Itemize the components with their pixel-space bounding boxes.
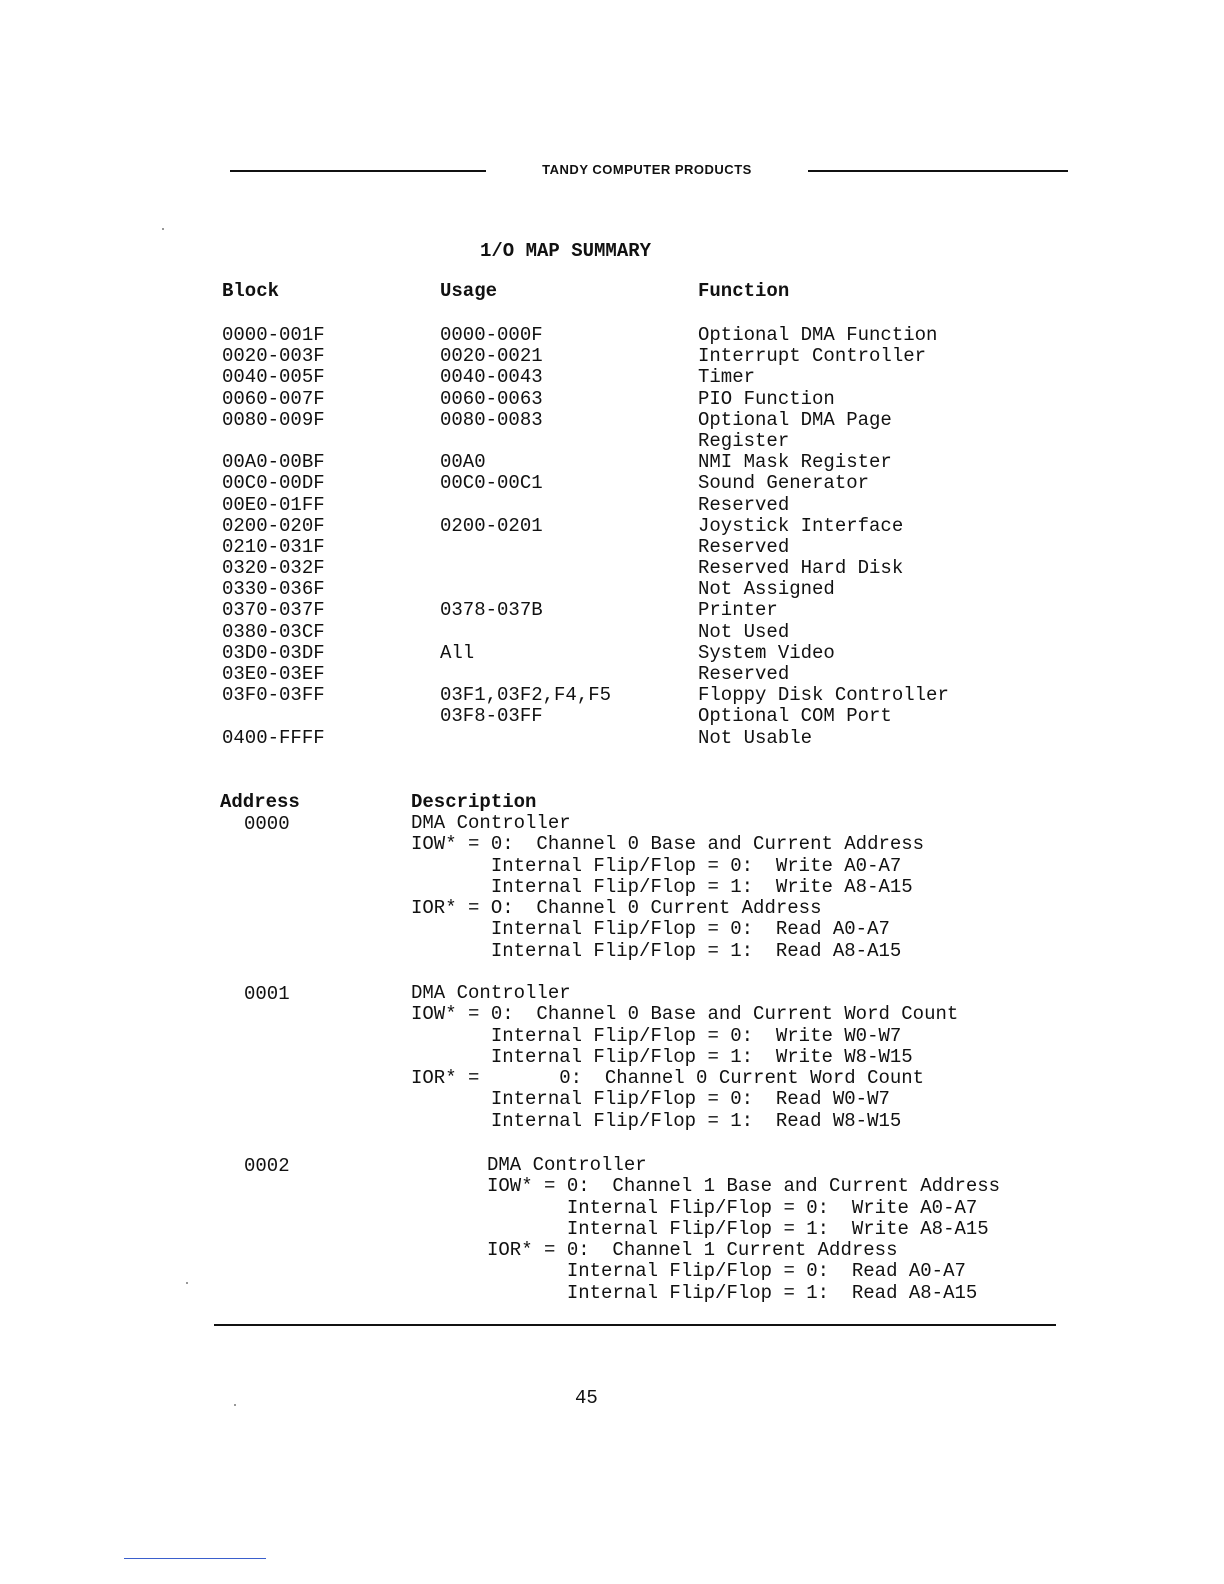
description-line: Internal Flip/Flop = 0: Write A0-A7	[411, 854, 902, 877]
cell-block: 0080-009F	[222, 408, 325, 431]
cell-function: Optional DMA Page	[698, 408, 892, 431]
cell-function: Register	[698, 429, 790, 452]
description-line: Internal Flip/Flop = 1: Write W8-W15	[411, 1045, 913, 1068]
cell-function: Reserved Hard Disk	[698, 557, 904, 580]
column-header-address: Address	[220, 791, 300, 813]
cell-block: 03D0-03DF	[222, 641, 325, 664]
description-line: DMA Controller	[487, 1154, 647, 1176]
description-line: IOR* = O: Channel 0 Current Address	[411, 897, 822, 920]
page-title: 1/O MAP SUMMARY	[480, 240, 652, 262]
description-line: Internal Flip/Flop = 0: Read A0-A7	[487, 1260, 966, 1283]
cell-block: 00A0-00BF	[222, 451, 325, 474]
header-brand: TANDY COMPUTER PRODUCTS	[542, 162, 752, 177]
description-line: IOW* = 0: Channel 0 Base and Current Address	[411, 833, 925, 856]
cell-function: Interrupt Controller	[698, 345, 927, 368]
column-header-block: Block	[222, 280, 280, 302]
cell-usage: 03F8-03FF	[440, 705, 543, 728]
table-row	[0, 558, 1224, 579]
cell-block: 0320-032F	[222, 557, 325, 580]
description-line: IOW* = 0: Channel 1 Base and Current Address	[487, 1175, 1001, 1198]
cell-function: Timer	[698, 366, 756, 389]
header-rule-right	[808, 170, 1068, 172]
cell-usage: 0020-0021	[440, 345, 543, 368]
cell-function: Not Assigned	[698, 578, 835, 601]
cell-block: 0370-037F	[222, 599, 325, 622]
description-line: Internal Flip/Flop = 1: Write A8-A15	[411, 875, 913, 898]
page-header	[230, 160, 1068, 180]
column-header-description: Description	[411, 791, 537, 813]
description-line: IOW* = 0: Channel 0 Base and Current Word Count	[411, 1003, 959, 1026]
cell-usage: 00A0	[440, 451, 486, 474]
cell-block: 0330-036F	[222, 578, 325, 601]
bottom-underline	[124, 1558, 266, 1559]
address-label: 0000	[244, 813, 290, 835]
cell-function: Reserved	[698, 663, 790, 685]
page-number: 45	[575, 1387, 598, 1409]
table-row	[0, 600, 1224, 621]
cell-function: Joystick Interface	[698, 514, 904, 537]
address-label: 0002	[244, 1155, 290, 1177]
cell-block: 00E0-01FF	[222, 493, 325, 516]
description-line: Internal Flip/Flop = 0: Write W0-W7	[411, 1024, 902, 1047]
address-label: 0001	[244, 983, 290, 1005]
column-header-function: Function	[698, 280, 790, 302]
scan-speck	[162, 228, 164, 230]
table-row	[0, 410, 1224, 431]
cell-block: 0210-031F	[222, 535, 325, 558]
scan-speck	[234, 1404, 236, 1406]
column-header-usage: Usage	[440, 280, 498, 302]
cell-function: System Video	[698, 641, 835, 664]
cell-block: 0200-020F	[222, 514, 325, 537]
cell-usage: 0040-0043	[440, 366, 543, 389]
description-line: DMA Controller	[411, 982, 571, 1004]
description-line: Internal Flip/Flop = 1: Read A8-A15	[411, 939, 902, 962]
footer-rule	[214, 1324, 1056, 1326]
table-row	[0, 346, 1224, 367]
cell-usage: 03F1,03F2,F4,F5	[440, 684, 612, 707]
table-row	[0, 389, 1224, 410]
cell-function: Sound Generator	[698, 472, 870, 495]
table-row	[0, 537, 1224, 558]
scan-speck	[186, 1282, 188, 1284]
description-block	[487, 1155, 1000, 1304]
cell-function: Reserved	[698, 493, 790, 516]
table-row	[0, 495, 1224, 516]
description-line: Internal Flip/Flop = 0: Read A0-A7	[411, 918, 890, 941]
cell-block: 03E0-03EF	[222, 663, 325, 685]
cell-block: 03F0-03FF	[222, 684, 325, 707]
description-line: Internal Flip/Flop = 1: Write A8-A15	[487, 1217, 989, 1240]
cell-block: 00C0-00DF	[222, 472, 325, 495]
cell-block: 0020-003F	[222, 345, 325, 368]
cell-function: Printer	[698, 599, 778, 622]
table-row	[0, 452, 1224, 473]
cell-block: 0380-03CF	[222, 620, 325, 643]
cell-block: 0040-005F	[222, 366, 325, 389]
cell-function: Reserved	[698, 535, 790, 558]
description-line: Internal Flip/Flop = 0: Read W0-W7	[411, 1088, 890, 1111]
table-row	[0, 664, 1224, 685]
cell-function: Floppy Disk Controller	[698, 684, 949, 707]
cell-function: NMI Mask Register	[698, 451, 892, 474]
table-row	[0, 643, 1224, 664]
description-line: Internal Flip/Flop = 1: Read A8-A15	[487, 1281, 978, 1304]
table-row	[0, 706, 1224, 727]
description-line: IOR* = 0: Channel 0 Current Word Count	[411, 1067, 925, 1090]
table-row	[0, 728, 1224, 749]
description-block	[411, 983, 958, 1132]
description-line: Internal Flip/Flop = 0: Write A0-A7	[487, 1196, 978, 1219]
cell-usage: 00C0-00C1	[440, 472, 543, 495]
description-line: DMA Controller	[411, 812, 571, 834]
table-row	[0, 579, 1224, 600]
description-line: IOR* = 0: Channel 1 Current Address	[487, 1239, 898, 1262]
cell-usage: All	[440, 641, 475, 664]
cell-block: 0400-FFFF	[222, 726, 325, 749]
io-map-table	[0, 325, 1224, 749]
cell-function: Optional COM Port	[698, 705, 892, 728]
cell-function: PIO Function	[698, 387, 835, 410]
cell-usage: 0000-000F	[440, 324, 543, 346]
cell-function: Not Usable	[698, 726, 813, 749]
cell-block: 0000-001F	[222, 324, 325, 346]
header-rule-left	[230, 170, 486, 172]
cell-function: Not Used	[698, 620, 790, 643]
cell-usage: 0080-0083	[440, 408, 543, 431]
table-row	[0, 325, 1224, 346]
table-row	[0, 622, 1224, 643]
cell-usage: 0200-0201	[440, 514, 543, 537]
cell-function: Optional DMA Function	[698, 324, 938, 346]
table-row	[0, 431, 1224, 452]
table-row	[0, 367, 1224, 388]
cell-usage: 0060-0063	[440, 387, 543, 410]
table-row	[0, 473, 1224, 494]
cell-block: 0060-007F	[222, 387, 325, 410]
table-row	[0, 516, 1224, 537]
table-row	[0, 685, 1224, 706]
cell-usage: 0378-037B	[440, 599, 543, 622]
description-block	[411, 813, 924, 962]
description-line: Internal Flip/Flop = 1: Read W8-W15	[411, 1109, 902, 1132]
